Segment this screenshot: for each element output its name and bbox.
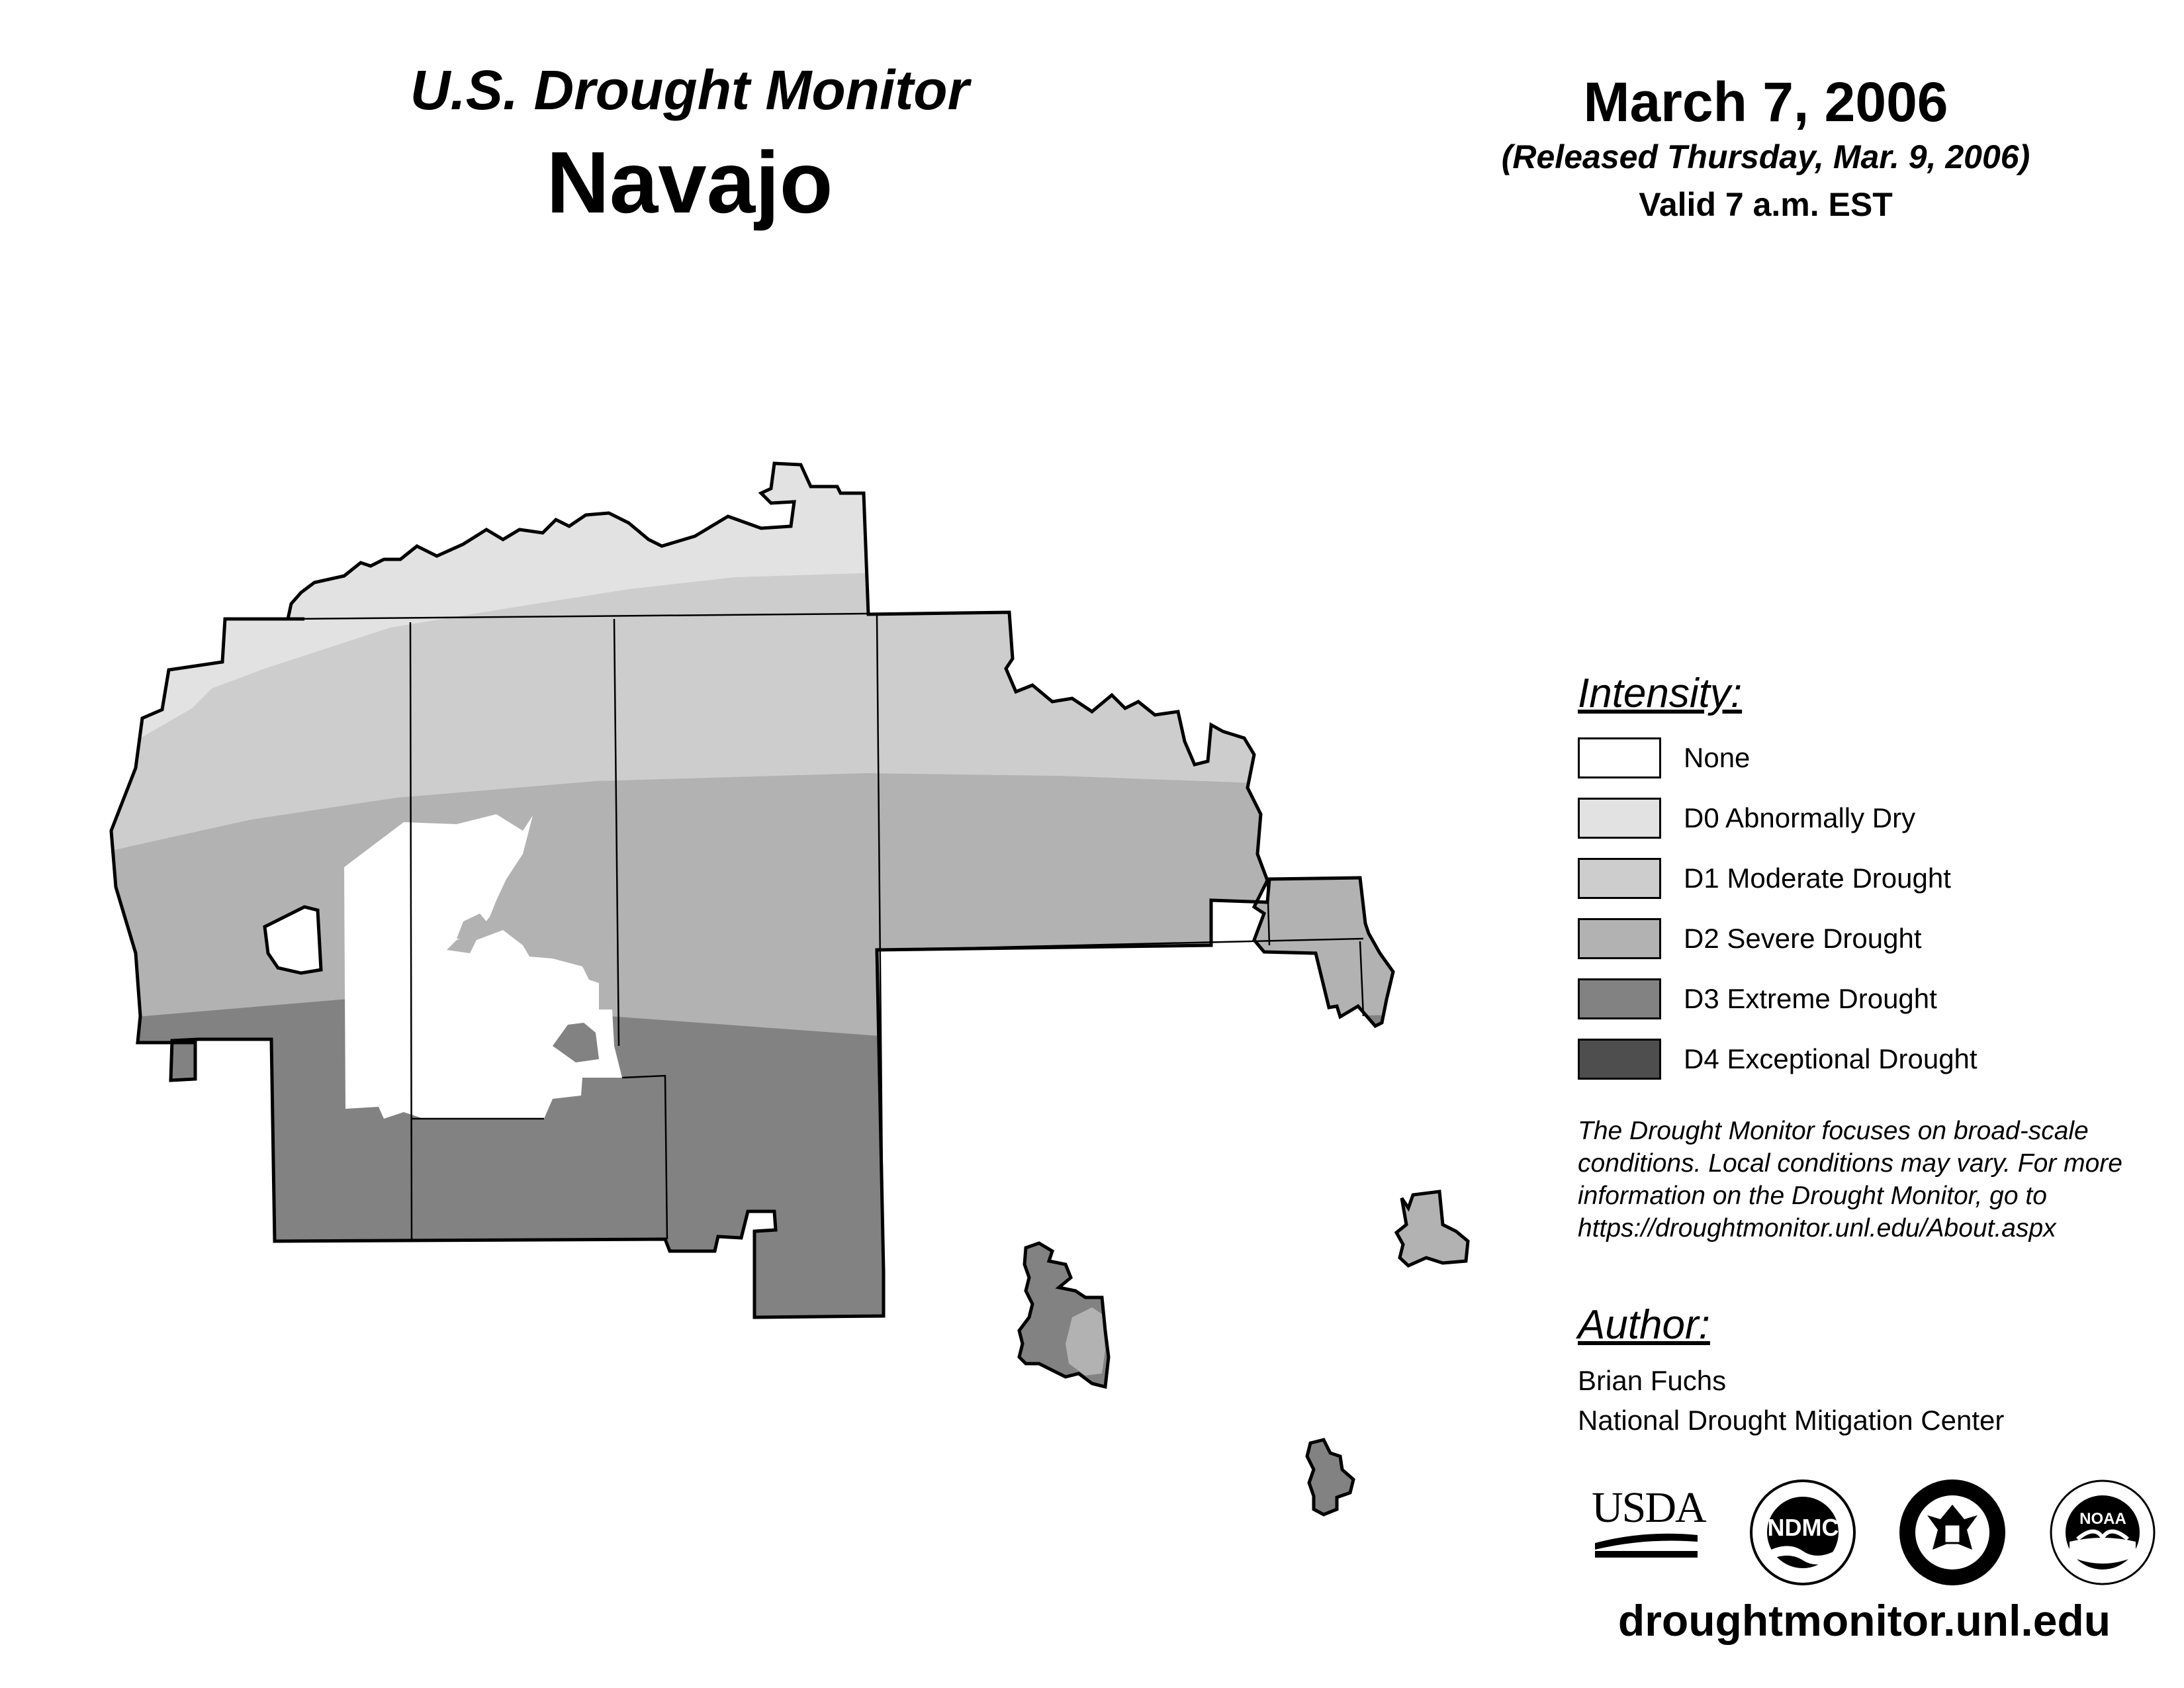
- region-name: Navajo: [546, 134, 833, 231]
- legend-swatch: [1578, 918, 1661, 959]
- legend-item-d4: [1578, 1037, 1978, 1081]
- map-title: U.S. Drought Monitor: [410, 59, 970, 121]
- usda-swoosh-icon: [1592, 1530, 1701, 1560]
- usda-logo-text: USDA: [1592, 1483, 1706, 1532]
- legend-label: D2 Severe Drought: [1684, 923, 1922, 954]
- footer-url[interactable]: droughtmonitor.unl.edu: [1617, 1596, 2111, 1645]
- legend-swatch: [1578, 737, 1661, 778]
- map-date: March 7, 2006: [1583, 71, 1948, 133]
- legend-label: D4 Exceptional Drought: [1684, 1043, 1978, 1074]
- d2-outlier: [1396, 1192, 1468, 1266]
- noaa-logo: [2048, 1478, 2158, 1587]
- legend-swatch: [1578, 858, 1661, 899]
- release-date: (Released Thursday, Mar. 9, 2006): [1501, 138, 2030, 175]
- legend-label: D3 Extreme Drought: [1684, 983, 1937, 1014]
- noaa-seagull-icon: [2048, 1478, 2158, 1587]
- legend-swatch: [1578, 798, 1661, 839]
- legend-item-d3: [1578, 977, 1937, 1021]
- author-heading: Author:: [1578, 1302, 1710, 1348]
- disclaimer-text: The Drought Monitor focuses on broad-scale conditions. Local conditions may vary. For more information on the Drought Monitor, go to https://droughtmonitor.unl.edu/About.aspx: [1578, 1117, 2122, 1243]
- ndmc-logo: [1749, 1478, 1858, 1587]
- legend-item-d0: [1578, 796, 1915, 840]
- legend-item-d2: [1578, 917, 1922, 961]
- commerce-seal: [1898, 1478, 2007, 1587]
- eagle-seal-icon: [1898, 1478, 2007, 1587]
- legend-label: None: [1684, 742, 1751, 773]
- legend-swatch: [1578, 978, 1661, 1019]
- ndmc-logo-text: NDMC: [1767, 1514, 1839, 1541]
- d3-outlier: [1307, 1440, 1353, 1515]
- legend-item-none: [1578, 736, 1750, 780]
- legend-heading: Intensity:: [1578, 671, 1743, 716]
- legend-label: D1 Moderate Drought: [1684, 863, 1951, 894]
- legend-item-d1: [1578, 857, 1951, 900]
- legend-label: D0 Abnormally Dry: [1684, 802, 1916, 833]
- valid-time: Valid 7 a.m. EST: [1639, 186, 1893, 223]
- usda-logo: [1592, 1483, 1706, 1562]
- author-organization: National Drought Mitigation Center: [1578, 1405, 2005, 1436]
- noaa-logo-text: NOAA: [2079, 1510, 2126, 1528]
- legend-swatch: [1578, 1039, 1661, 1080]
- author-name: Brian Fuchs: [1578, 1365, 1727, 1396]
